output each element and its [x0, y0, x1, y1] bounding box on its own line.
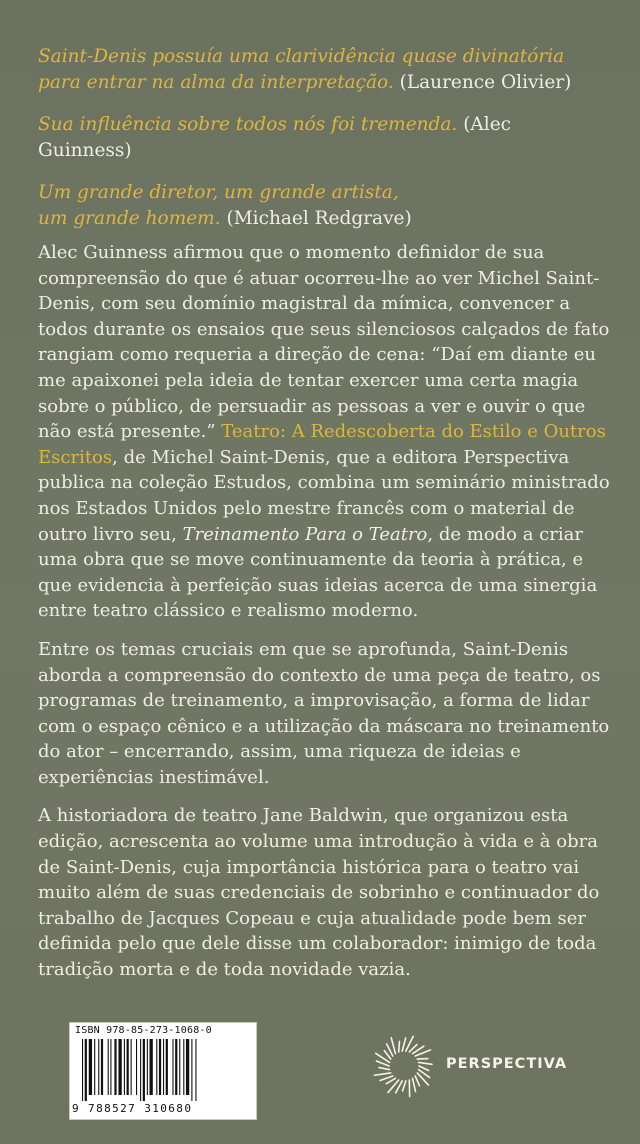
logo-ray [391, 1038, 395, 1054]
logo-ray [403, 1081, 406, 1091]
logo-ray [374, 1073, 390, 1075]
related-book-title: Treinamento Para o Teatro [182, 523, 428, 545]
logo-ray [380, 1076, 393, 1081]
quote-text: Saint-Denis possuía uma clarividência quase divinatória [38, 46, 565, 67]
quote-author: (Michael Redgrave) [226, 208, 412, 229]
quote-redgrave [38, 180, 608, 232]
quote-text: Um grande diretor, um grande artista, [38, 182, 399, 203]
barcode-bar [156, 1039, 157, 1095]
barcode-bar [147, 1039, 148, 1095]
publisher-logo [370, 1032, 568, 1102]
logo-ray [419, 1062, 432, 1064]
paragraph-text: Alec Guinness afirmou que o momento definidor de sua compreensão do que é atuar ocorreu-lhe ao ver Michel Saint-Denis, com seu domínio magistral da mímica, convencer a todos durante os ensaios que seus silenciosos calçados de fato rangiam como requeria a direção de cena: “Daí em diante eu me apaixonei pela ideia de tentar exercer uma certa magia sobre o público, de persuadir as pessoas a ver e ouvir o que não está presente.” [38, 242, 610, 443]
quote-text: Sua influência sobre todos nós foi tremenda. [38, 114, 458, 135]
barcode-bar [85, 1039, 87, 1101]
paragraph-text: , de Michel Saint-Denis, que a editora Perspectiva publica na coleção Estudos, combina um seminário ministrado nos Estados Unidos pelo mestre francês com o material de outro livro seu, [38, 446, 610, 545]
logo-ray [399, 1041, 400, 1052]
barcode-bar [98, 1039, 99, 1095]
barcode-bar [143, 1039, 145, 1101]
blurb-quotes [38, 44, 608, 248]
quote-author: (Laurence Olivier) [399, 72, 572, 93]
logo-ray [413, 1078, 416, 1091]
logo-ray [402, 1038, 405, 1051]
logo-ray [379, 1068, 389, 1070]
barcode-bar [94, 1039, 95, 1095]
paragraph-text: , de modo a criar uma obra que se move continuamente da teoria à prática, e que evidencia à perfeição suas ideias acerca de uma sinergia entre teatro clássico e realismo moderno. [38, 523, 598, 622]
barcode-bar [114, 1039, 116, 1095]
barcode-bar [183, 1039, 184, 1095]
barcode-bar [191, 1039, 192, 1101]
quote-olivier [38, 44, 608, 96]
barcode-bar [101, 1039, 103, 1095]
barcode-bar [166, 1039, 168, 1095]
barcode-bar [159, 1039, 161, 1095]
quote-text: para entrar na alma da interpretação. [38, 72, 394, 93]
barcode-bar [179, 1039, 180, 1095]
isbn-label: ISBN 978-85-273-1068-0 [75, 1025, 212, 1036]
barcode-digits: 9 788527 310680 [72, 1102, 193, 1115]
quote-author: (Alec Guinness) [38, 114, 512, 161]
quote-guinness [38, 112, 608, 164]
barcode-bar [108, 1039, 109, 1095]
barcode-bar [127, 1039, 129, 1095]
barcode-bar [163, 1039, 164, 1095]
logo-ray [419, 1066, 429, 1070]
publisher-name: PERSPECTIVA [446, 1056, 568, 1072]
paragraph-2: Entre os temas cruciais em que se aprofunda, Saint-Denis aborda a compreensão do contexto de uma peça de teatro, os programas de treinamento, a improvisação, a forma de lidar com o espaço cênico e a utilização da máscara no treinamento do ator – encerrando, assim, uma riqueza de ideias e experiências inestimável. [38, 638, 610, 788]
logo-ray [415, 1076, 419, 1086]
description [38, 240, 612, 996]
logo-ray [384, 1051, 390, 1059]
paragraph-1 [38, 240, 612, 624]
barcode-bar [89, 1039, 92, 1095]
isbn-barcode [69, 1022, 257, 1120]
barcode-bar [82, 1039, 83, 1101]
barcode-bar [195, 1039, 196, 1101]
book-title: Teatro: A Redescoberta do Estilo e Outros Escritos [38, 421, 606, 468]
quote-text: um grande homem. [38, 208, 221, 229]
barcode-bar [175, 1039, 177, 1095]
barcode-bar [124, 1039, 125, 1095]
radiating-circle-logo-icon [370, 1032, 440, 1102]
barcode-bar [186, 1039, 189, 1095]
barcode-bar [131, 1039, 132, 1095]
barcode-bar [136, 1039, 137, 1095]
barcode-bars [78, 1039, 248, 1101]
barcode-bar [110, 1039, 111, 1095]
paragraph-3: A historiadora de teatro Jane Baldwin, que organizou esta edição, acrescenta ao volume uma introdução à vida e à obra de Saint-Denis, cuja importância histórica para o teatro vai muito além de suas credenciais de sobrinho e continuador do trabalho de Jacques Copeau e cuja atualidade pode bem ser definida pelo que dele disse um colaborador: inimigo de toda tradição morta e de toda novidade vazia. [38, 805, 600, 981]
barcode-bar [118, 1039, 121, 1095]
barcode-bar [140, 1039, 141, 1101]
barcode-bar [150, 1039, 153, 1095]
barcode-bar [172, 1039, 173, 1095]
logo-ray [386, 1078, 395, 1083]
